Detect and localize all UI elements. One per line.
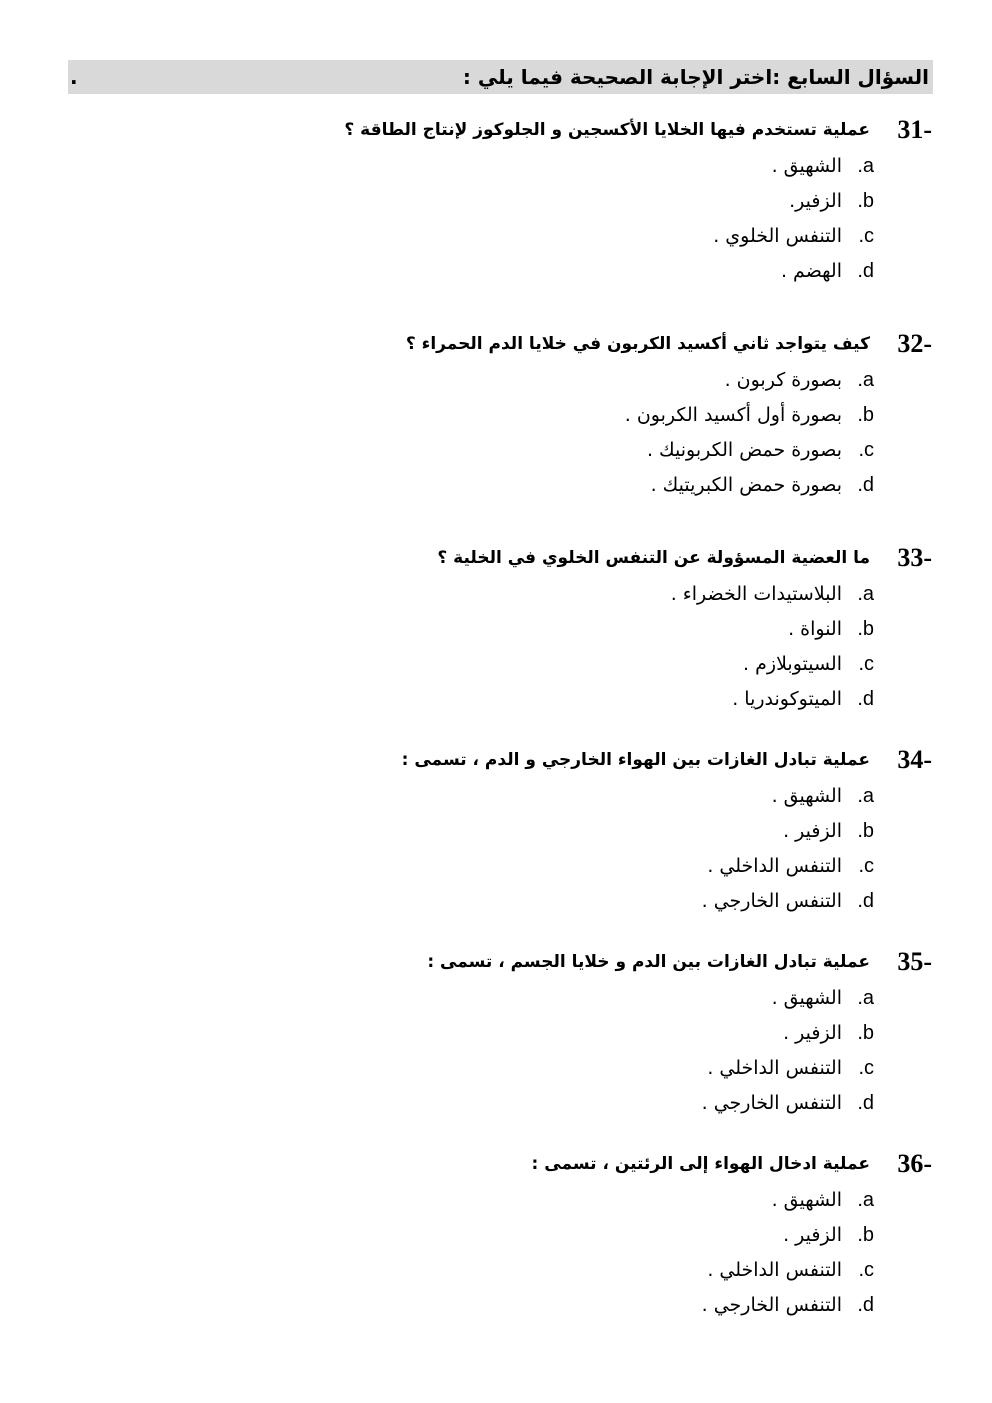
option-letter: .d (857, 1294, 874, 1316)
option-text: البلاستيدات الخضراء . (670, 583, 842, 605)
option-letter: .b (857, 618, 874, 640)
option-text: بصورة أول أكسيد الكربون . (624, 404, 842, 426)
question-text: عملية ادخال الهواء إلى الرئتين ، تسمى : (531, 1154, 870, 1174)
option-d (52, 884, 932, 919)
option-text: التنفس الداخلي . (707, 855, 842, 877)
section-title: السؤال السابع :اختر الإجابة الصحيحة فيما يلي : (462, 65, 929, 89)
option-a (52, 779, 932, 814)
option-text: الزفير . (783, 1224, 842, 1246)
option-letter: .c (858, 1057, 874, 1079)
option-text: التنفس الداخلي . (707, 1259, 842, 1281)
option-letter: .c (858, 653, 874, 675)
option-a (52, 363, 932, 398)
question-number: 36- (897, 1149, 932, 1178)
option-c (52, 849, 932, 884)
option-letter: .c (858, 225, 874, 247)
option-text: الشهيق . (771, 155, 842, 177)
option-b (52, 612, 932, 647)
option-text: التنفس الخلوي . (713, 225, 842, 247)
question-number: 35- (897, 947, 932, 976)
question-34 (52, 743, 932, 933)
header-dot: . (70, 65, 78, 89)
option-letter: .c (858, 1259, 874, 1281)
option-b (52, 814, 932, 849)
option-letter: .a (857, 1189, 874, 1211)
option-letter: .b (857, 404, 874, 426)
option-c (52, 433, 932, 468)
option-letter: .a (857, 987, 874, 1009)
option-letter: .b (857, 1224, 874, 1246)
option-d (52, 682, 932, 717)
option-letter: .b (857, 1022, 874, 1044)
option-b (52, 184, 932, 219)
question-text: كيف يتواجد ثاني أكسيد الكربون في خلايا الدم الحمراء ؟ (405, 334, 870, 354)
option-d (52, 254, 932, 289)
option-a (52, 577, 932, 612)
option-text: الهضم . (780, 260, 842, 282)
option-a (52, 149, 932, 184)
option-letter: .d (857, 260, 874, 282)
option-d (52, 468, 932, 503)
question-number: 34- (897, 745, 932, 774)
option-letter: .c (858, 439, 874, 461)
option-text: التنفس الداخلي . (707, 1057, 842, 1079)
question-number: 32- (897, 329, 932, 358)
option-text: بصورة حمض الكبريتيك . (650, 474, 842, 496)
option-text: الزفير . (783, 1022, 842, 1044)
option-d (52, 1288, 932, 1323)
question-text: عملية تستخدم فيها الخلايا الأكسجين و الجلوكوز لإنتاج الطاقة ؟ (344, 120, 870, 140)
question-33 (52, 541, 932, 731)
question-text: عملية تبادل الغازات بين الدم و خلايا الجسم ، تسمى : (427, 952, 870, 972)
option-c (52, 219, 932, 254)
option-text: بصورة كربون . (724, 369, 842, 391)
option-letter: .b (857, 820, 874, 842)
question-31 (52, 113, 932, 303)
question-32 (52, 327, 932, 517)
option-text: الشهيق . (771, 785, 842, 807)
option-text: بصورة حمض الكربونيك . (646, 439, 842, 461)
option-d (52, 1086, 932, 1121)
option-text: التنفس الخارجي . (701, 890, 842, 912)
question-number: 31- (897, 115, 932, 144)
question-number: 33- (897, 543, 932, 572)
option-text: الزفير. (789, 190, 842, 212)
option-text: السيتوبلازم . (743, 653, 842, 675)
option-letter: .a (857, 369, 874, 391)
question-35 (52, 945, 932, 1135)
option-letter: .a (857, 785, 874, 807)
option-text: الشهيق . (771, 987, 842, 1009)
option-a (52, 981, 932, 1016)
option-letter: .b (857, 190, 874, 212)
option-text: الشهيق . (771, 1189, 842, 1211)
option-a (52, 1183, 932, 1218)
option-c (52, 1253, 932, 1288)
option-letter: .d (857, 688, 874, 710)
option-letter: .c (858, 855, 874, 877)
option-b (52, 398, 932, 433)
question-text: عملية تبادل الغازات بين الهواء الخارجي و الدم ، تسمى : (401, 750, 870, 770)
option-b (52, 1016, 932, 1051)
option-b (52, 1218, 932, 1253)
question-36 (52, 1147, 932, 1337)
option-c (52, 647, 932, 682)
option-letter: .a (857, 583, 874, 605)
option-letter: .d (857, 890, 874, 912)
option-letter: .d (857, 474, 874, 496)
option-text: الزفير . (783, 820, 842, 842)
option-text: التنفس الخارجي . (701, 1294, 842, 1316)
section-header (68, 60, 933, 94)
option-text: التنفس الخارجي . (701, 1092, 842, 1114)
option-text: الميتوكوندريا . (732, 688, 842, 710)
option-c (52, 1051, 932, 1086)
option-letter: .d (857, 1092, 874, 1114)
option-letter: .a (857, 155, 874, 177)
question-text: ما العضية المسؤولة عن التنفس الخلوي في الخلية ؟ (437, 548, 870, 568)
option-text: النواة . (788, 618, 842, 640)
